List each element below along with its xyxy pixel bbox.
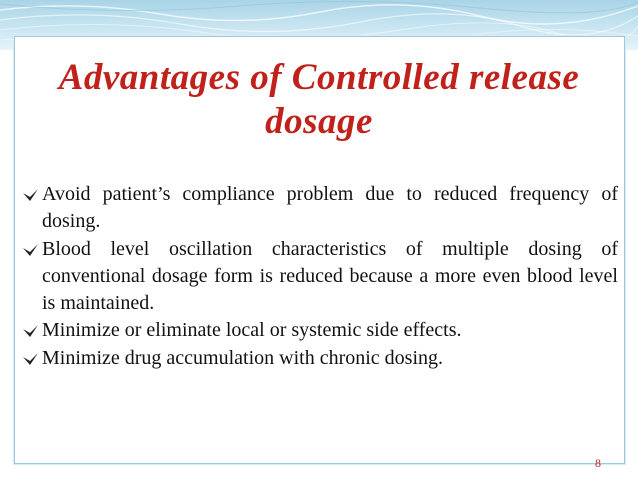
- bullet-item: [22, 317, 618, 344]
- bullet-list: [22, 181, 618, 372]
- check-arrow-icon: [22, 350, 40, 368]
- page-number: 8: [595, 456, 601, 470]
- title-line-2: dosage: [265, 101, 373, 142]
- slide-title: [0, 56, 638, 144]
- bullet-text: Minimize drug accumulation with chronic dosing.: [42, 346, 444, 369]
- check-arrow-icon: [22, 241, 40, 259]
- bullet-item: [22, 181, 618, 236]
- bullet-text: Minimize or eliminate local or systemic side effects.: [42, 319, 462, 342]
- check-arrow-icon: [22, 186, 40, 204]
- check-arrow-icon: [22, 322, 40, 340]
- bullet-item: [22, 236, 618, 318]
- bullet-text: Blood level oscillation characteristics of multiple dosing of conventional dosage form is reduced because a more even blood level is maintained.: [42, 237, 618, 315]
- title-line-1: Advantages of Controlled release: [58, 57, 580, 98]
- bullet-item: [22, 345, 618, 372]
- bullet-text: Avoid patient’s compliance problem due to reduced frequency of dosing.: [42, 183, 618, 233]
